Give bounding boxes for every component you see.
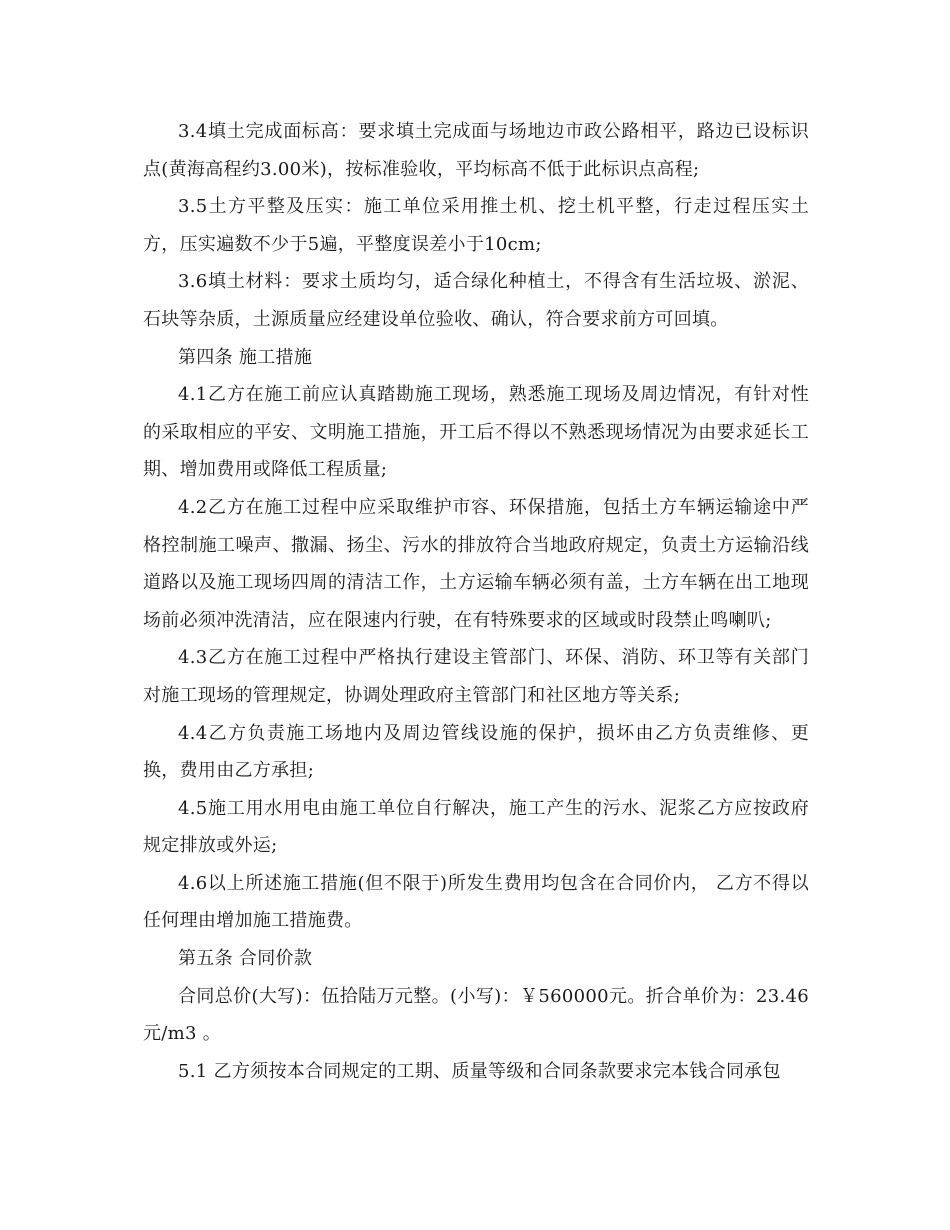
clause-4-1: 4.1乙方在施工前应认真踏勘施工现场，熟悉施工现场及周边情况，有针对性的采取相应的平安、文明施工措施，开工后不得以不熟悉现场情况为由要求延长工期、增加费用或降低工程质量; — [143, 384, 809, 481]
clause-3-5: 3.5土方平整及压实：施工单位采用推土机、挖土机平整，行走过程压实土方，压实遍数不少于5遍，平整度误差小于10cm; — [143, 196, 809, 255]
document-page — [143, 113, 809, 1090]
clause-4-5: 4.5施工用水用电由施工单位自行解决，施工产生的污水、泥浆乙方应按政府规定排放或外运; — [143, 797, 809, 857]
clause-3-6: 3.6填土材料：要求土质均匀，适合绿化种植土，不得含有生活垃圾、淤泥、石块等杂质，土源质量应经建设单位验收、确认，符合要求前方可回填。 — [143, 271, 809, 330]
section-heading-5: 第五条 合同价款 — [178, 948, 313, 970]
clause-4-3: 4.3乙方在施工过程中严格执行建设主管部门、环保、消防、环卫等有关部门对施工现场的管理规定，协调处理政府主管部门和社区地方等关系; — [143, 647, 809, 706]
clause-4-4: 4.4乙方负责施工场地内及周边管线设施的保护，损坏由乙方负责维修、更换，费用由乙方承担; — [143, 722, 809, 782]
clause-3-4: 3.4填土完成面标高：要求填土完成面与场地边市政公路相平，路边已设标识点(黄海高程约3.00米)，按标准验收，平均标高不低于此标识点高程; — [143, 121, 809, 180]
clause-4-6: 4.6以上所述施工措施(但不限于)所发生费用均包含在合同价内， 乙方不得以任何理由增加施工措施费。 — [143, 872, 809, 932]
clause-4-2: 4.2乙方在施工过程中应采取维护市容、环保措施，包括土方车辆运输途中严格控制施工噪声、撒漏、扬尘、污水的排放符合当地政府规定，负责土方运输沿线道路以及施工现场四周的清洁工作，土方运输车辆必须有盖，土方车辆在出工地现场前必须冲洗清洁，应在限速内行驶，在有特殊要求的区域或时段禁止鸣喇叭; — [143, 496, 809, 631]
section-heading-4: 第四条 施工措施 — [178, 346, 313, 368]
clause-5-1: 5.1 乙方须按本合同规定的工期、质量等级和合同条款要求完本钱合同承包 — [178, 1060, 781, 1082]
contract-total-price: 合同总价(大写)：伍拾陆万元整。(小写)：￥560000元。折合单价为：23.46元/m3 。 — [143, 985, 809, 1045]
